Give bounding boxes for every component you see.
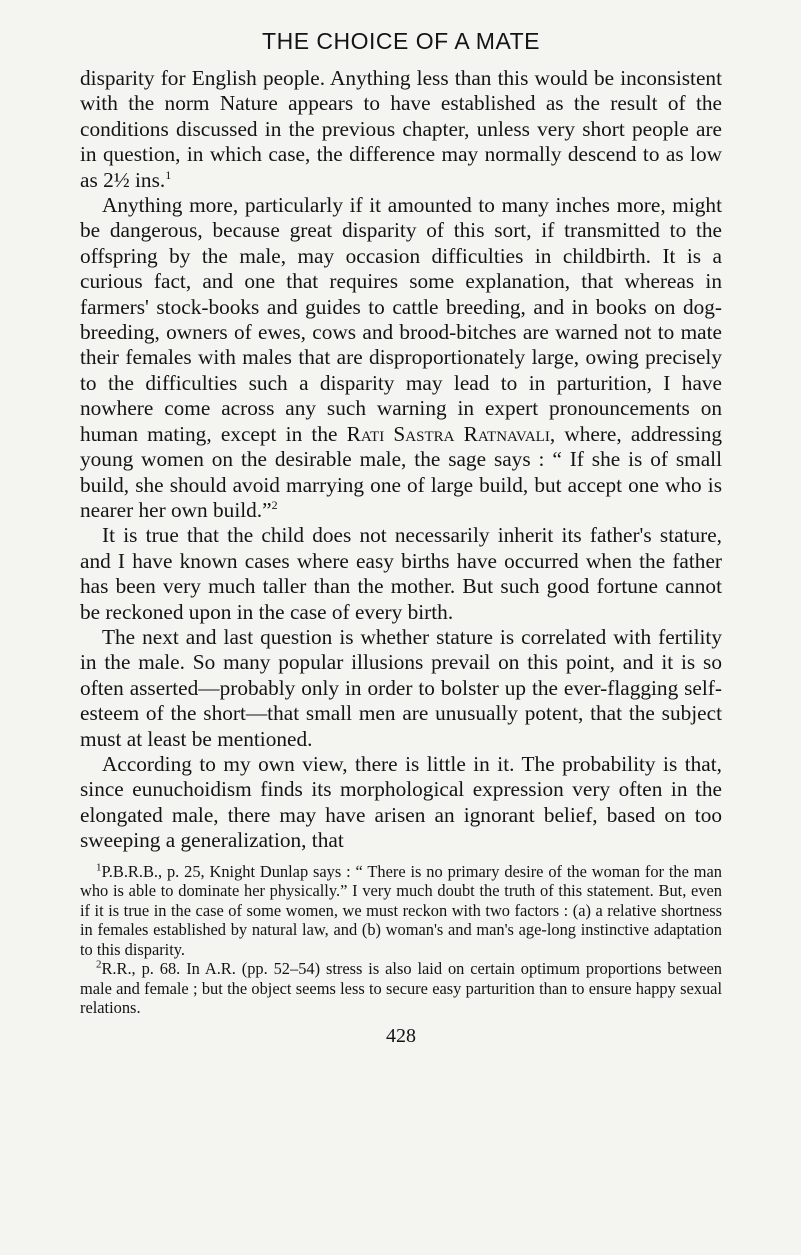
book-page bbox=[80, 26, 722, 1048]
paragraph-5: According to my own view, there is little in it. The probability is that, since eunuchoidism finds its morphological expression very often in the elongated male, there may have arisen an ignorant belief, based on too sweeping a generalization, that bbox=[80, 751, 722, 853]
paragraph-4: The next and last question is whether stature is correlated with fertility in the male. So many popular illusions prevail on this point, and it is so often asserted—probably only in order to bolster up the ever-flagging self-esteem of the short—that small men are unusually potent, that the subject must at least be mentioned. bbox=[80, 624, 722, 751]
rati-sastra-ratnavali: Rati Sastra Ratnavali bbox=[346, 421, 550, 446]
body-text bbox=[80, 66, 722, 854]
footnote-2: $^2$R.R., p. 68. In A.R. (pp. 52–54) stress is also laid on certain optimum proportions between male and female ; but the object seems less to secure easy parturition than to ensure happy sexual relations. bbox=[80, 958, 722, 1018]
paragraph-2: Anything more, particularly if it amounted to many inches more, might be dangerous, because great disparity of this sort, if transmitted to the offspring by the male, may occasion difficulties in childbirth. It is a curious fact, and one that requires some explanation, that whereas in farmers' stock-books and guides to cattle breeding, and in books on dog-breeding, owners of ewes, cows and brood-bitches are warned not to mate their females with males that are disproportionately large, owing precisely to the difficulties such a disparity may lead to in parturition, I have nowhere come across any such warning in expert pronouncements on human mating, except in the Rati Sastra Ratnavali, where, addressing young women on the desirable male, the sage says : “ If she is of small build, she should avoid marrying one of large build, but accept one who is nearer her own build.”$^2$ bbox=[80, 193, 722, 522]
page-number: 428 bbox=[386, 1024, 416, 1047]
note-ref-2: 2 bbox=[271, 497, 278, 512]
footnote-1: $^1$P.B.R.B., p. 25, Knight Dunlap says : “ There is no primary desire of the woman for the man who is able to dominate her physically.” I very much doubt the truth of this statement. But, even if it is true in the case of some women, we must reckon with two factors : (a) a relative shortness in females established by natural law, and (b) woman's and man's age-long instinctive adaptation to this disparity. bbox=[80, 861, 722, 959]
running-head: THE CHOICE OF A MATE bbox=[262, 28, 540, 54]
note-ref-1: 1 bbox=[165, 167, 172, 182]
footnotes bbox=[80, 862, 722, 1018]
paragraph-1: disparity for English people. Anything less than this would be inconsistent with the norm Nature appears to have established as the result of the conditions discussed in the previous chapter, unless very short people are in question, in which case, the difference may normally descend to as low as 2½ ins.$^1$ bbox=[80, 66, 722, 192]
paragraph-3: It is true that the child does not necessarily inherit its father's stature, and I have known cases where easy births have occurred when the father has been very much taller than the mother. But such good fortune cannot be reckoned upon in the case of every birth. bbox=[80, 523, 722, 624]
